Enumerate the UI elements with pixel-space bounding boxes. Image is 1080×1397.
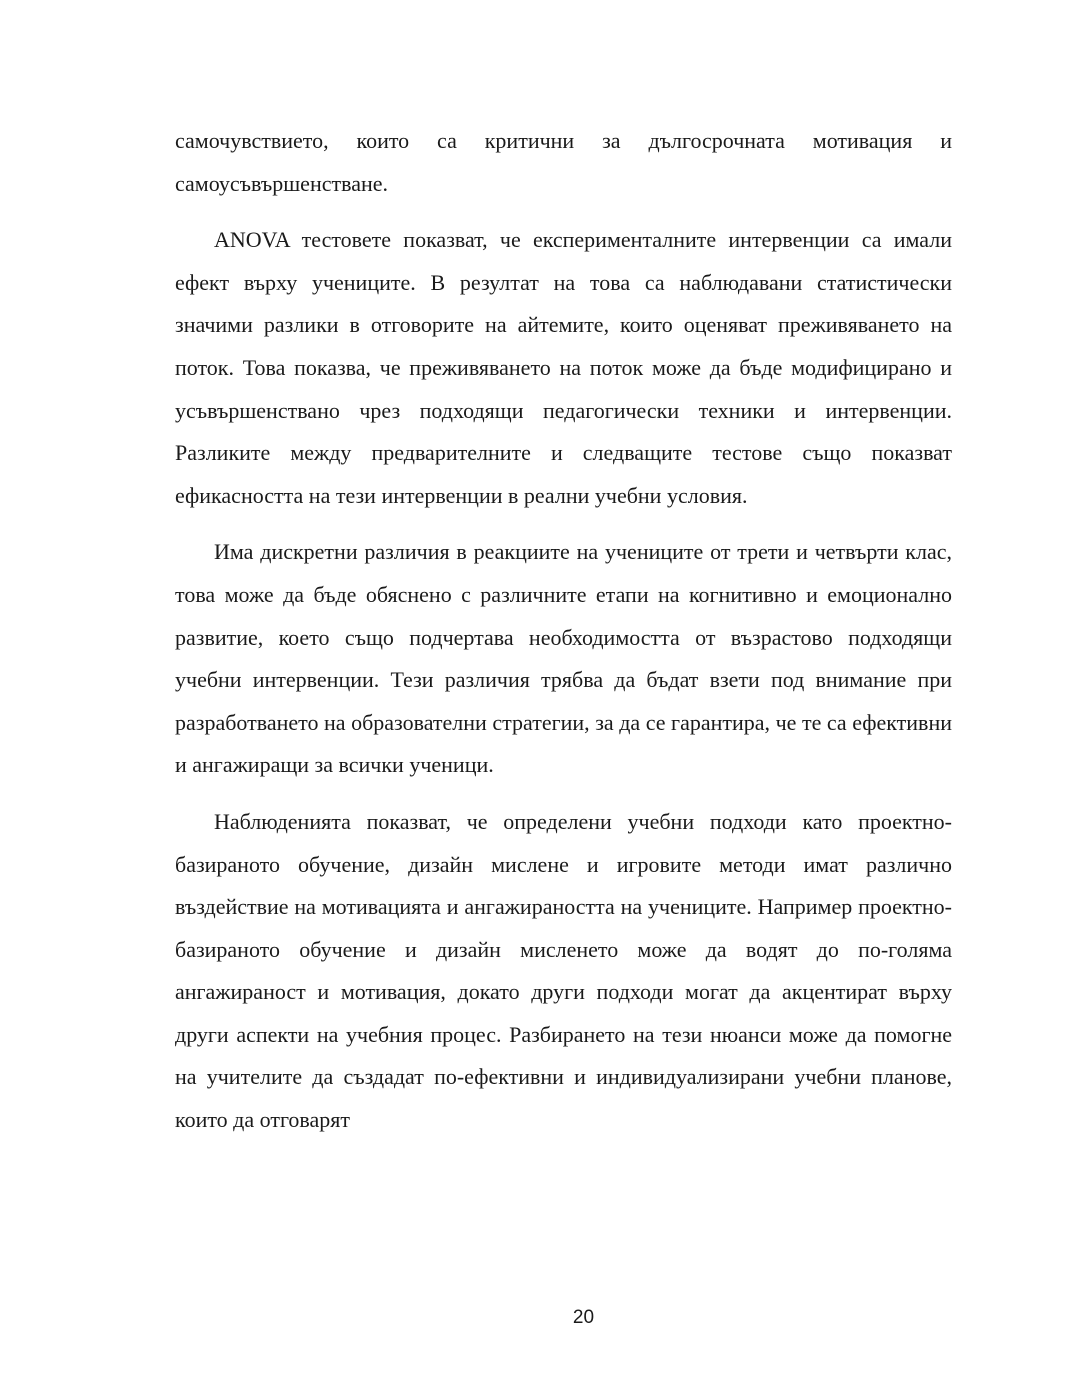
body-text — [175, 120, 952, 1142]
paragraph-grade-differences: Има дискретни различия в реакциите на учениците от трети и четвърти клас, това може да бъде обяснено с различните етапи на когнитивно и емоционално развитие, което също подчертава необходимостта от възрастово подходящи учебни интервенции. Тези различия трябва да бъдат взети под внимание при разработването на образователни стратегии, за да се гарантира, че те са ефективни и ангажиращи за всички ученици. — [175, 539, 952, 778]
paragraph-learning-approaches: Наблюденията показват, че определени учебни подходи като проектно-базираното обучение, дизайн мислене и игровите методи имат различно въздействие на мотивацията и ангажираността на учениците. Например проектно-базираното обучение и дизайн мисленето може да водят до по-голяма ангажираност и мотивация, докато други подходи могат да акцентират върху други аспекти на учебния процес. Разбирането на тези нюанси може да помогне на учителите да създадат по-ефективни и индивидуализирани учебни планове, които да отговарят — [175, 808, 952, 1133]
page-number: 20 — [572, 1307, 595, 1328]
paragraph-continuation: самочувствието, които са критични за дългосрочната мотивация и самоусъвършенстване. — [175, 128, 952, 196]
paragraph-anova-results: ANOVA тестовете показват, че експерименталните интервенции са имали ефект върху учениците. В резултат на това са наблюдавани статистически значими разлики в отговорите на айтемите, които оценяват преживяването на поток. Това показва, че преживяването на поток може да бъде модифицирано и усъвършенствано чрез подходящи педагогически техники и интервенции. Разликите между предварителните и следващите тестове също показват ефикасността на тези интервенции в реални учебни условия. — [175, 227, 952, 508]
